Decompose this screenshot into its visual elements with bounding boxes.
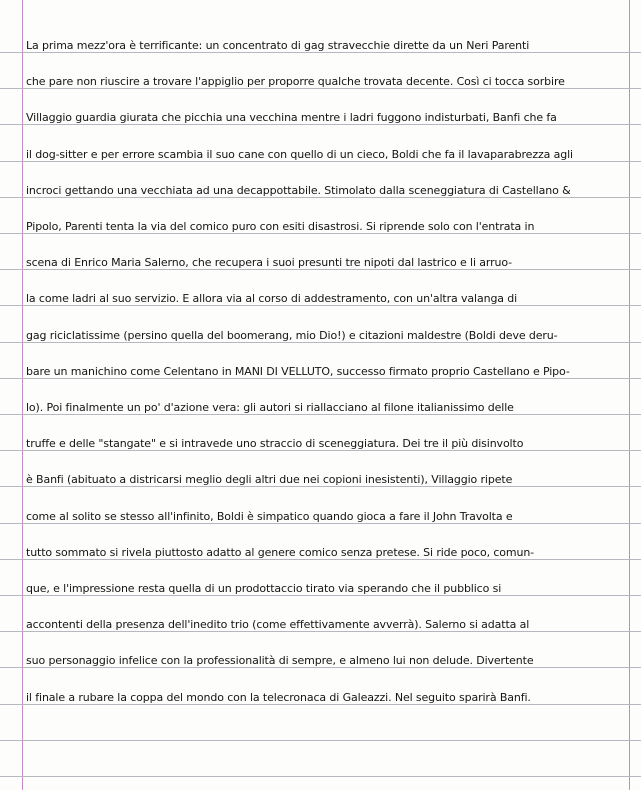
text-line: que, e l'impressione resta quella di un prodottaccio tirato via sperando che il pubblico si: [26, 582, 502, 595]
text-line: lo). Poi finalmente un po' d'azione vera: gli autori si riallacciano al filone italianissimo delle: [26, 401, 514, 414]
text-line: bare un manichino come Celentano in MANI DI VELLUTO, successo firmato proprio Castellano e Pipo-: [26, 365, 570, 378]
text-line: Pipolo, Parenti tenta la via del comico puro con esiti disastrosi. Si riprende solo con l'entrata in: [26, 220, 535, 233]
text-line: suo personaggio infelice con la professionalità di sempre, e almeno lui non delude. Divertente: [26, 654, 534, 667]
text-line: è Banfi (abituato a districarsi meglio degli altri due nei copioni inesistenti), Villaggio ripete: [26, 473, 513, 486]
text-line: incroci gettando una vecchiata ad una decappottabile. Stimolato dalla sceneggiatura di Castellano &: [26, 184, 571, 197]
text-line: come al solito se stesso all'infinito, Boldi è simpatico quando gioca a fare il John Travolta e: [26, 510, 513, 523]
text-line: tutto sommato si rivela piuttosto adatto al genere comico senza pretese. Si ride poco, comun-: [26, 546, 535, 559]
text-line: La prima mezz'ora è terrificante: un concentrato di gag stravecchie dirette da un Neri Parenti: [26, 39, 530, 52]
text-line: che pare non riuscire a trovare l'appiglio per proporre qualche trovata decente. Così ci tocca sorbire: [26, 75, 565, 88]
text-line: accontenti della presenza dell'inedito trio (come effettivamente avverrà). Salerno si adatta al: [26, 618, 530, 631]
text-line: truffe e delle "stangate" e si intravede uno straccio di sceneggiatura. Dei tre il più disinvolto: [26, 437, 524, 450]
text-line: la come ladri al suo servizio. E allora via al corso di addestramento, con un'altra valanga di: [26, 292, 518, 305]
text-line: il finale a rubare la coppa del mondo con la telecronaca di Galeazzi. Nel seguito sparirà Banfi.: [26, 691, 531, 704]
text-line: gag riciclatissime (persino quella del boomerang, mio Dio!) e citazioni maldestre (Boldi deve deru-: [26, 329, 558, 342]
handwritten-review-text: [26, 0, 628, 790]
text-line: il dog-sitter e per errore scambia il suo cane con quello di un cieco, Boldi che fa il lavaparabrezza agli: [26, 148, 573, 161]
text-line: Villaggio guardia giurata che picchia una vecchina mentre i ladri fuggono indisturbati, Banfi che fa: [26, 111, 557, 124]
text-line: scena di Enrico Maria Salerno, che recupera i suoi presunti tre nipoti dal lastrico e li arruo-: [26, 256, 513, 269]
